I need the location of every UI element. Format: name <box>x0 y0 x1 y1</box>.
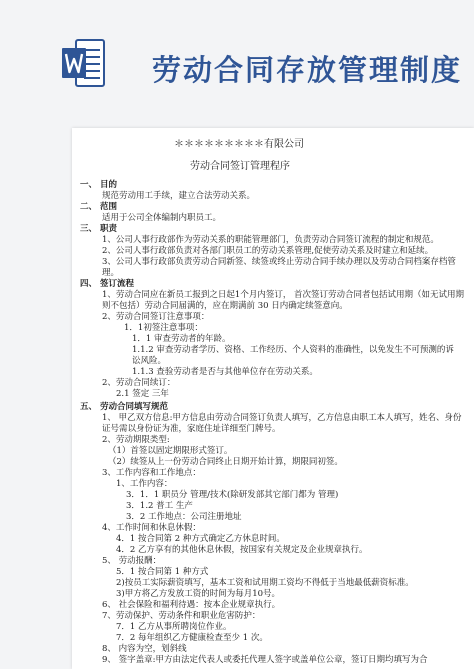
body-line: 1.1.3 查验劳动者是否与其他单位存在劳动关系。 <box>132 367 318 377</box>
word-doc-icon <box>62 38 106 88</box>
body-line: 1.1.2 审查劳动者学历、资格、工作经历、个人资料的准确性，以免发生不可预测的诉讼风险。 <box>132 345 454 366</box>
body-line: 3．1．1 职员分 管理/技术(除研发部其它部门都为 管理) <box>126 490 339 500</box>
body-line: 2、劳动合同签订注意事项： <box>102 312 210 322</box>
body-line: 4、工作时间和休息休假： <box>102 523 201 533</box>
body-line: 1、劳动合同应在新员工报到之日起1个月内签订， 首次签订劳动合同者包括试用期（如无试用期则不包括）劳动合同届满的，应在期满前 30 日内确定续签意向。 <box>102 290 465 311</box>
body-line: 7．2 每年组织乙方健康检查至少 1 次。 <box>116 633 268 643</box>
banner <box>0 0 474 112</box>
body-line: 2、劳动合同续订： <box>102 378 176 388</box>
company-name: ＊＊＊＊＊＊＊＊＊有限公司 <box>174 139 304 150</box>
section-heading: 五、 劳动合同填写规范 <box>80 402 168 412</box>
body-line: 2)按员工实际薪资填写，基本工资和试用期工资均不得低于当地最低薪资标准。 <box>116 578 414 588</box>
body-line: 3、工作内容和工作地点： <box>102 468 201 478</box>
body-line: 9、 签字盖章:甲方由法定代表人或委托代理人签字或盖单位公章，签订日期均填写为合 <box>102 655 428 665</box>
body-line: 适用于公司全体编制内职员工。 <box>102 213 222 223</box>
body-line: 1、工作内容： <box>116 479 173 489</box>
body-line: 规范劳动用工手续，建立合法劳动关系。 <box>102 191 256 201</box>
body-line: 1、公司人事行政部作为劳动关系的职能管理部门，负责劳动合同签订流程的制定和规范。 <box>102 235 439 245</box>
body-line: 2.1 签定 三年 <box>116 389 169 399</box>
body-line: 3、公司人事行政部负责劳动合同新签、续签或终止劳动合同手续办理以及劳动合同档案存档管理。 <box>102 257 456 278</box>
section-heading: 二、 范围 <box>80 202 117 212</box>
body-line: 5、 劳动报酬： <box>102 556 162 566</box>
body-line: 5．1 按合同第 1 种方式 <box>116 567 209 577</box>
body-line: 4．1 按合同第 2 种方式确定乙方休息时间。 <box>116 534 285 544</box>
body-line: 1．1 审查劳动者的年龄。 <box>132 334 231 344</box>
body-line: 7、劳动保护、劳动条件和职业危害防护： <box>102 611 261 621</box>
body-line: 7．1 乙方从事所聘岗位作业。 <box>116 622 232 632</box>
body-line: 6、 社会保险和福利待遇：按本企业规章执行。 <box>102 600 281 610</box>
body-line: 3．1.2 普工 生产 <box>126 501 193 511</box>
body-line: （1）首签以固定期限形式签订。 <box>108 446 233 456</box>
body-line: 8、 内容为空，划斜线 <box>102 644 187 654</box>
body-line: 1．1初签注意事项： <box>124 323 203 333</box>
body-line: 1、 甲乙双方信息:甲方信息由劳动合同签订负责人填写，乙方信息由职工本人填写，姓名、身份证号需以身份证为准，家庭住址详细至门牌号。 <box>102 413 462 434</box>
body-line: 2、公司人事行政部负责对各部门职员工的劳动关系管理,促使劳动关系及时建立和延续。 <box>102 246 434 256</box>
body-line: 4．2 乙方享有的其他休息休假，按国家有关规定及企业规章执行。 <box>116 545 368 555</box>
body-line: 3．2 工作地点：公司注册地址 <box>126 512 242 522</box>
document-page <box>72 128 474 669</box>
section-heading: 三、 职责 <box>80 224 117 234</box>
body-line: （2）续签从上一份劳动合同终止日期开始计算，期限同初签。 <box>108 457 343 467</box>
banner-title: 劳动合同存放管理制度 <box>152 53 463 87</box>
document-title: 劳动合同签订管理程序 <box>190 161 290 172</box>
body-line: 3)甲方将乙方发放工资的时间为每月10号。 <box>116 589 281 599</box>
section-heading: 一、 目的 <box>80 180 117 190</box>
body-line: 2、劳动期限类型: <box>102 435 170 445</box>
section-heading: 四、 签订流程 <box>80 279 134 289</box>
